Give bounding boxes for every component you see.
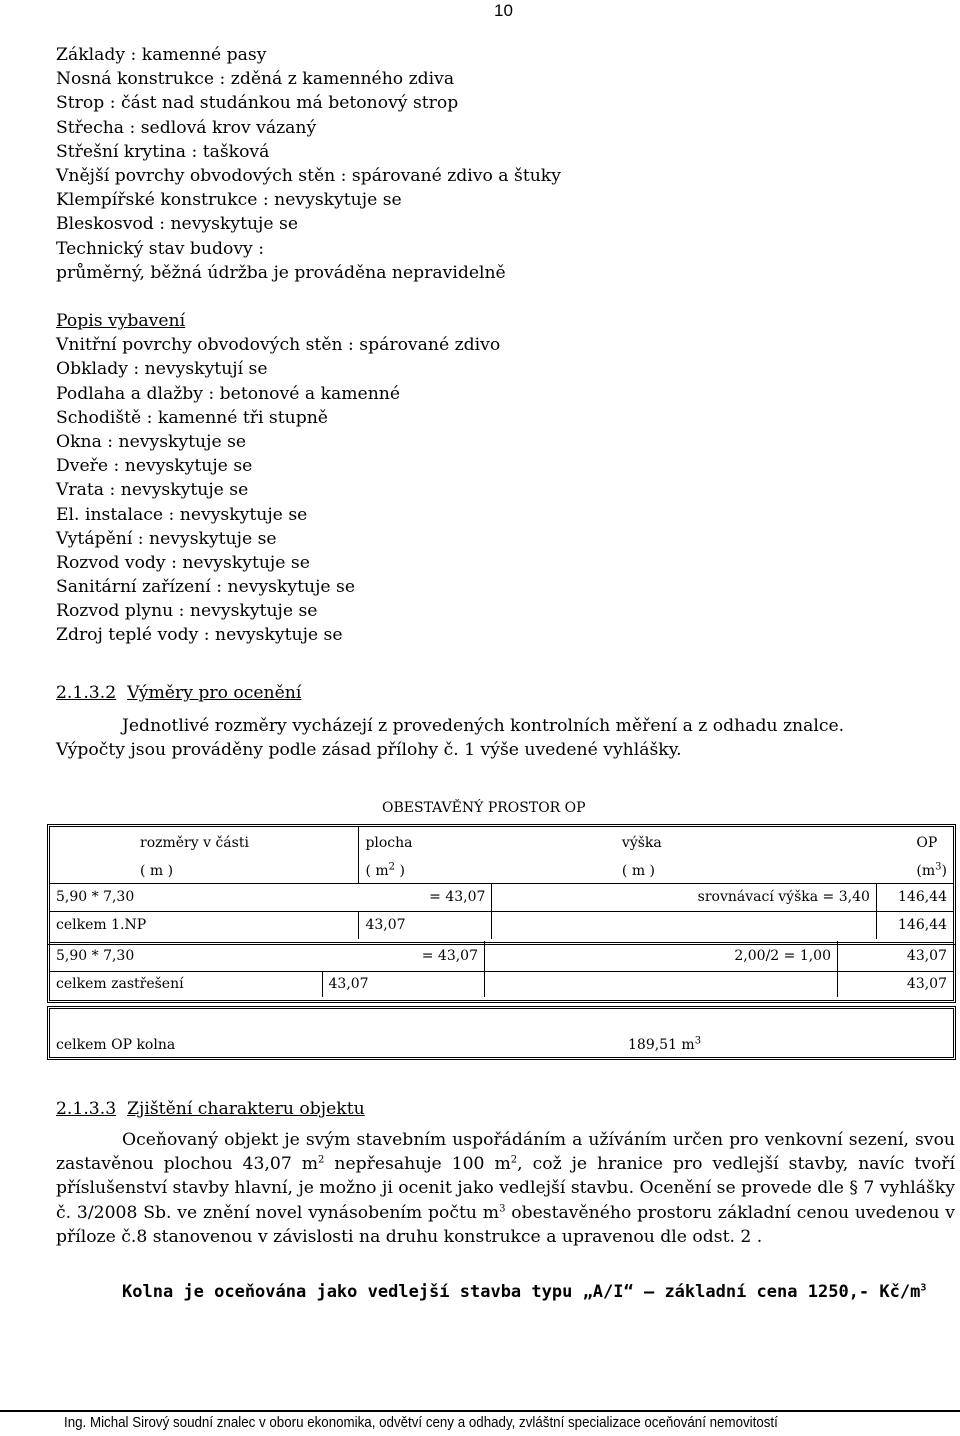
table-row <box>50 911 953 939</box>
list-item: Klempířské konstrukce : nevyskytuje se <box>56 190 402 211</box>
list-item: Rozvod plynu : nevyskytuje se <box>56 601 318 622</box>
page-number: 10 <box>494 1 513 20</box>
list-item: Sanitární zařízení : nevyskytuje se <box>56 577 356 598</box>
table-row <box>50 971 953 997</box>
list-item: průměrný, běžná údržba je prováděna nepravidelně <box>56 262 506 283</box>
list-item: El. instalace : nevyskytuje se <box>56 504 308 525</box>
table-title: OBESTAVĚNÝ PROSTOR OP <box>382 800 586 816</box>
table-cell: = 43,07 <box>421 947 478 964</box>
table-cell: 146,44 <box>876 883 953 911</box>
valuation-statement: Kolna je oceňována jako vedlejší stavba typu „A/I“ – základní cena 1250,- $Kč/m^3$ <box>122 1282 927 1302</box>
op-table-part1 <box>47 824 956 945</box>
list-item: Technický stav budovy : <box>56 238 265 259</box>
unit-header: $(m^3)$ <box>916 861 947 879</box>
table-cell: celkem zastřešení <box>56 976 184 993</box>
table-row <box>50 1009 953 1057</box>
list-item: Vnější povrchy obvodových stěn : spárované zdivo a štuky <box>56 165 561 186</box>
intro-line: Výpočty jsou prováděny podle zásad přílohy č. 1 výše uvedené vyhlášky. <box>56 740 682 761</box>
table-cell: celkem 1.NP <box>56 917 147 934</box>
list-item: Základy : kamenné pasy <box>56 45 267 65</box>
list-item: Vytápění : nevyskytuje se <box>56 528 277 549</box>
list-item: Vnitřní povrchy obvodových stěn : spárované zdivo <box>56 335 501 356</box>
list-item: Bleskosvod : nevyskytuje se <box>56 214 299 235</box>
equipment-list <box>56 309 500 648</box>
column-header: plocha <box>359 827 492 859</box>
list-item: Vrata : nevyskytuje se <box>56 480 249 501</box>
intro-line: Jednotlivé rozměry vycházejí z provedených kontrolních měření a z odhadu znalce. <box>122 716 845 736</box>
op-table-part2 <box>47 941 956 1003</box>
column-header: výška <box>621 835 662 851</box>
list-item: Střešní krytina : tašková <box>56 141 270 162</box>
section-heading-charakter <box>56 1097 365 1121</box>
op-table-total <box>47 1006 956 1060</box>
table-cell: 43,07 <box>838 971 954 997</box>
list-item: Strop : část nad studánkou má betonový strop <box>56 93 459 114</box>
list-item: Rozvod vody : nevyskytuje se <box>56 552 310 573</box>
list-item: Dveře : nevyskytuje se <box>56 456 253 477</box>
footer-divider <box>0 1410 960 1412</box>
table-cell: 2,00/2 = 1,00 <box>485 941 838 971</box>
table-cell: 43,07 <box>322 971 485 997</box>
table-cell: = 43,07 <box>429 889 486 905</box>
unit-header: ( m ) <box>140 862 174 879</box>
table-cell: srovnávací výška = 3,40 <box>492 883 876 911</box>
table-cell: 5,90 * 7,30 <box>56 947 135 964</box>
section-number: 2.1.3.3 <box>56 1099 117 1119</box>
table-cell: 146,44 <box>876 911 953 939</box>
section-heading-vymery <box>56 681 301 705</box>
unit-header: ( m ) <box>621 862 656 879</box>
list-item: Zdroj teplé vody : nevyskytuje se <box>56 625 343 646</box>
table-row <box>50 941 953 971</box>
column-header: rozměry v části <box>140 835 249 851</box>
footer-text: Ing. Michal Sirový soudní znalec v oboru ekonomika, odvětví ceny a odhady, zvláštní specializace oceňování nemovitostí <box>64 1415 778 1431</box>
section-title: Výměry pro ocenění <box>127 683 302 703</box>
charakter-paragraph: Oceňovaný objekt je svým stavebním uspořádáním a užíváním určen pro venkovní sezení, svou zastavěnou plochou 43,07 $m^2$ nepřesahuje 100 $m^2$, což je hranice pro vedlejší stavby, navíc tvoří příslušenství stavby hlavní, je možno ji ocenit jako vedlejší stavbu. Ocenění se provede dle § 7 vyhlášky č. 3/2008 Sb. ve znění novel vynásobením počtu $m^3$ obestavěného prostoru základní cenou uvedenou v příloze č.8 stanovenou v závislosti na druhu konstrukce a upravenou dle odst. 2 . <box>56 1130 956 1247</box>
section-number: 2.1.3.2 <box>56 683 117 703</box>
table-cell <box>492 911 876 939</box>
column-header: OP <box>916 835 938 851</box>
total-label: celkem OP kolna <box>56 1037 176 1053</box>
vymery-intro <box>56 714 844 762</box>
list-item: Okna : nevyskytuje se <box>56 431 247 452</box>
list-item: Obklady : nevyskytují se <box>56 359 268 380</box>
equipment-title: Popis vybavení <box>56 311 186 331</box>
list-item: Nosná konstrukce : zděná z kamenného zdiva <box>56 69 455 90</box>
table-cell: 43,07 <box>359 911 492 939</box>
table-row <box>50 883 953 911</box>
unit-header: ( $m^2$ ) <box>359 859 492 883</box>
list-item: Schodiště : kamenné tři stupně <box>56 407 328 428</box>
list-item: Podlaha a dlažby : betonové a kamenné <box>56 383 401 404</box>
table-cell: 5,90 * 7,30 <box>56 889 135 905</box>
total-value: 189,51 $m^3$ <box>628 1035 702 1053</box>
section-title: Zjištění charakteru objektu <box>127 1099 365 1119</box>
table-cell <box>485 971 838 997</box>
table-cell: 43,07 <box>838 941 954 971</box>
list-item: Střecha : sedlová krov vázaný <box>56 117 317 138</box>
construction-list <box>56 43 561 285</box>
